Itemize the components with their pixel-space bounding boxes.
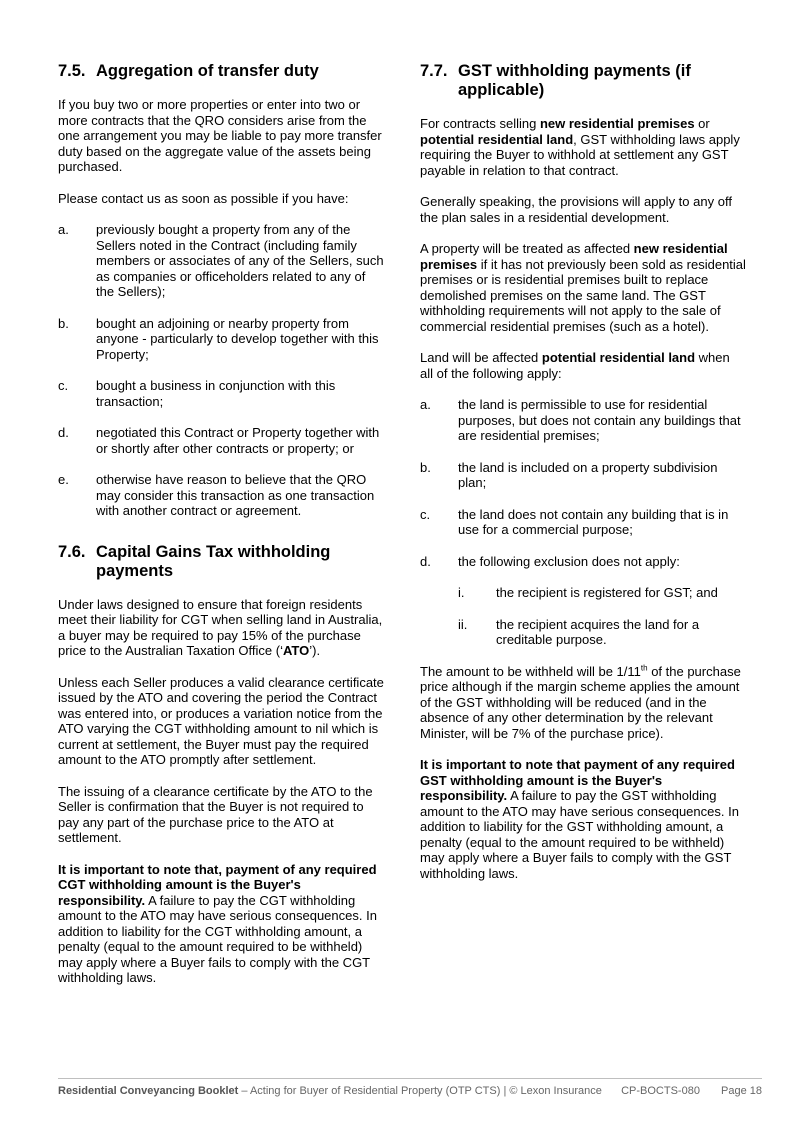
right-column xyxy=(420,62,746,897)
footer-title: Residential Conveyancing Booklet – Acting for Buyer of Residential Property (OTP CTS) | © Lexon Insurance xyxy=(58,1085,602,1097)
list-item: c. the land does not contain any building that is in use for a commercial purpose; xyxy=(420,506,729,537)
section-7-7-p4: Land will be affected potential residential land when all of the following apply: xyxy=(420,350,730,381)
section-7-7-p3: A property will be treated as affected new residential premises if it has not previously been sold as residential premises or is residential premises built to replace demolished premises on the same land. The GST withholding requirements will not apply to the sale of commercial residential premises (such as a hotel). xyxy=(420,241,746,334)
section-7-7-heading: 7.7. GST withholding payments (if applicable) xyxy=(420,62,691,99)
section-7-6-p3: The issuing of a clearance certificate by the ATO to the Seller is confirmation that the Buyer is not required to pay any part of the purchase price to the ATO at settlement. xyxy=(58,783,373,845)
sub-list-item: i. the recipient is registered for GST; and xyxy=(458,585,718,600)
list-item: d. negotiated this Contract or Property together with or shortly after other contracts or property; or xyxy=(58,425,380,456)
list-item: b. the land is included on a property subdivision plan; xyxy=(420,459,718,490)
section-7-5-intro: If you buy two or more properties or enter into two or more contracts that the QRO considers arise from the one arrangement you may be liable to pay more transfer duty based on the aggregate value of the assets being purchased. xyxy=(58,97,382,174)
section-7-7-p2: Generally speaking, the provisions will apply to any off the plan sales in a residential development. xyxy=(420,194,732,225)
section-7-6-p1: Under laws designed to ensure that foreign residents meet their liability for CGT when selling land in Australia, a buyer may be required to pay 15% of the purchase price to the Australian Taxation Office (‘ATO’). xyxy=(58,596,383,658)
footer-code: CP-BOCTS-080 xyxy=(621,1085,700,1097)
list-item: a. the land is permissible to use for residential purposes, but does not contain any buildings that are residential premises; xyxy=(420,397,741,443)
page-number: Page 18 xyxy=(721,1085,762,1097)
page-footer xyxy=(58,1085,762,1097)
list-item: d. the following exclusion does not apply: xyxy=(420,553,680,569)
left-column xyxy=(58,62,384,1002)
list-item: a. previously bought a property from any of the Sellers noted in the Contract (including family members or associates of any of the Sellers, such as companies or officeholders related to any of the Sellers); xyxy=(58,222,384,299)
section-7-6-heading: 7.6. Capital Gains Tax withholding payments xyxy=(58,542,331,580)
section-7-7-p1: For contracts selling new residential premises or potential residential land, GST withholding laws apply requiring the Buyer to withhold at settlement any GST payable in relation to that contract. xyxy=(420,116,740,178)
sub-list-item: ii. the recipient acquires the land for a creditable purpose. xyxy=(458,616,700,647)
section-7-7-p6: It is important to note that payment of any required GST withholding amount is the Buyer's responsibility. A failure to pay the GST withholding amount to the ATO may have serious consequences. In addition to liability for the GST withholding amount, a penalty (equal to the amount required to be withheld) may apply where a Buyer fails to comply with the GST withholding laws. xyxy=(420,757,739,881)
section-7-5-contact: Please contact us as soon as possible if you have: xyxy=(58,190,349,206)
section-7-5-heading: 7.5. Aggregation of transfer duty xyxy=(58,62,319,80)
list-item: e. otherwise have reason to believe that the QRO may consider this transaction as one transaction with another contract or agreement. xyxy=(58,472,375,518)
section-7-6-p4: It is important to note that, payment of any required CGT withholding amount is the Buyer's responsibility. A failure to pay the CGT withholding amount to the ATO may have serious consequences. In addition to liability for the CGT withholding amount, a penalty (equal to the amount required to be withheld) may apply where a Buyer fails to comply with the CGT withholding laws. xyxy=(58,861,377,985)
section-7-7-p5: The amount to be withheld will be 1/11th of the purchase price although if the margin scheme applies the amount of the GST withholding will be reduced (and in the absence of any other determination by the relevant Minister, will be 7% of the purchase price). xyxy=(420,663,741,741)
list-item: b. bought an adjoining or nearby property from anyone - particularly to develop together with this Property; xyxy=(58,315,379,362)
list-item: c. bought a business in conjunction with this transaction; xyxy=(58,378,336,409)
section-7-6-p2: Unless each Seller produces a valid clearance certificate issued by the ATO and covering the period the Contract was entered into, or produces a variation notice from the ATO varying the CGT withholding amount to nil which is current at settlement, the Buyer must pay the required amount to the ATO promptly after settlement. xyxy=(58,674,384,767)
footer-divider xyxy=(58,1078,762,1079)
